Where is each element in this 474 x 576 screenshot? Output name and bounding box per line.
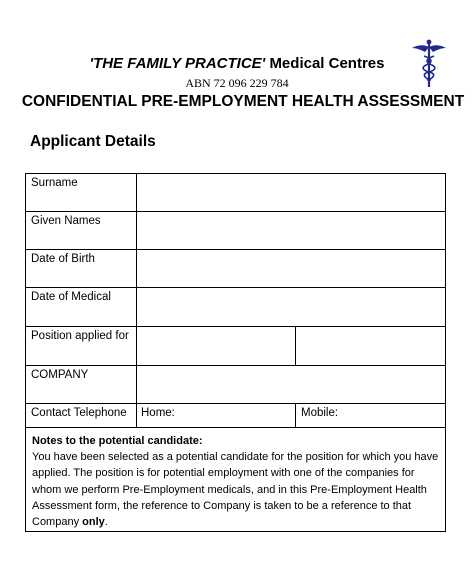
notes-emphasis: only [82,516,105,529]
practice-suffix: Medical Centres [269,55,385,72]
section-title: Applicant Details [30,133,156,150]
company-label: COMPANY [31,369,89,381]
company-field[interactable] [137,366,445,403]
position-label: Position applied for [31,330,129,342]
mobile-phone-field[interactable] [340,404,445,427]
given-names-label: Given Names [31,215,101,227]
surname-field[interactable] [137,174,445,211]
notes-text: You have been selected as a potential candidate for the position for which you have applied. The position is for potential employment with one of the companies for whom we perform Pre-Employment medicals, and in this Pre-Employment Health Assessment form, the reference to Company is taken to be a reference to that Company [32,451,439,529]
surname-label: Surname [31,177,78,189]
given-names-field[interactable] [137,212,445,249]
practice-name: 'THE FAMILY PRACTICE' [89,55,266,72]
applicant-details-table [25,173,446,428]
abn-number: ABN 72 096 229 784 [185,76,289,90]
notes-body [32,449,439,530]
position-field[interactable] [137,327,295,365]
date-of-medical-field[interactable] [137,288,445,326]
mobile-phone-label: Mobile: [301,407,339,419]
date-of-birth-label: Date of Birth [31,253,95,265]
notes-end: . [104,516,108,529]
home-phone-field[interactable] [175,404,295,427]
notes-box [25,428,446,532]
notes-title: Notes to the potential candidate: [32,435,203,447]
date-of-medical-label: Date of Medical [31,291,111,303]
date-of-birth-field[interactable] [137,250,445,287]
contact-telephone-label: Contact Telephone [31,407,127,419]
form-title: CONFIDENTIAL PRE-EMPLOYMENT HEALTH ASSESSMENT [21,93,465,110]
practice-heading [0,55,474,72]
home-phone-label: Home: [141,407,175,419]
position-extra-field[interactable] [296,327,445,365]
